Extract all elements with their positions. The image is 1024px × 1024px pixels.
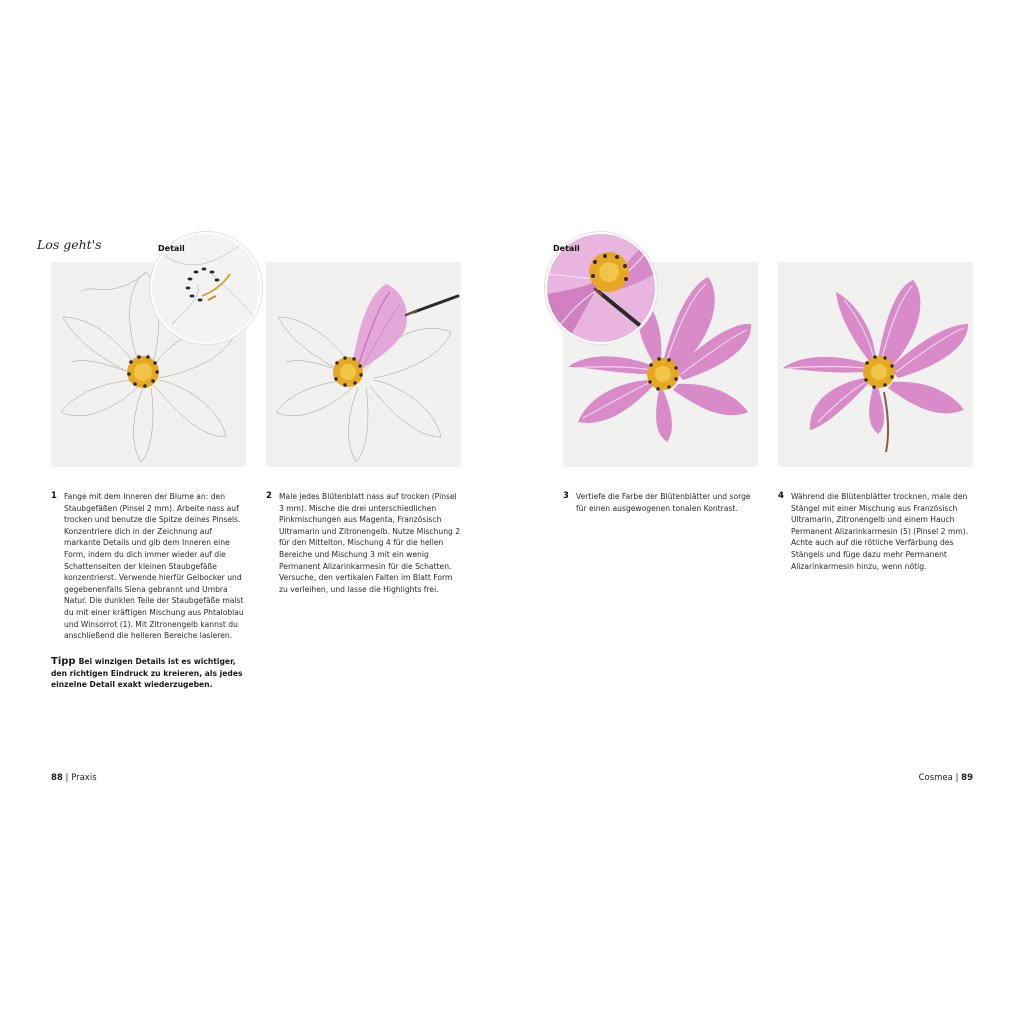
step-4-number: 4 <box>778 491 784 501</box>
right-page-number: 89 <box>961 773 973 783</box>
folio-separator-right: | <box>955 773 959 783</box>
step-4-text: Während die Blütenblätter trocknen, male den Stängel mit einer Mischung aus Französisch Ultramarin, Zitronengelb und einem Hauch Permanent Alizarinkarmesin (5) (Pinsel 2 mm). Achte auch auf die rötliche Verfärbung des Stängels und füge dazu mehr Permanent Alizarinkarmesin hinzu, wenn nötig. <box>791 492 969 571</box>
step-3-number: 3 <box>563 491 569 501</box>
section-title: Los geht's <box>37 237 102 252</box>
step-2-text: Male jedes Blütenblatt nass auf trocken (Pinsel 3 mm). Mische die drei unterschiedlichen Pinkmischungen aus Magenta, Französisch Ultramarin und Zitronengelb. Nutze Mischung 2 für den Mittelton, Mischung 4 für die hellen Bereiche und Mischung 3 mit ein wenig Permanent Alizarinkarmesin für die Schatten. Versuche, den vertikalen Falten im Blatt Form zu verleihen, und lasse die Highlights frei. <box>279 492 461 594</box>
tip-label: Tipp <box>51 656 76 667</box>
folio-separator-left: | <box>65 773 69 783</box>
step-3-text: Vertiefe die Farbe der Blütenblätter und sorge für einen ausgewogenen tonalen Kontrast. <box>576 492 751 513</box>
step-1-text: Fange mit dem Inneren der Blume an: den Staubgefäßen (Pinsel 2 mm). Arbeite nass auf trocken und benutze die Spitze deines Pinsels. Konzentriere dich in der Zeichnung auf markante Details und gib dem Inneren eine Form, indem du dich immer wieder auf die Schattenseiten der kleinen Staubgefäße konzentrierst. Verwende hierfür Gelbocker und gegebenenfalls Siena gebrannt und Umbra Natur. Die dunklen Teile der Staubgefäße malst du mit einer kräftigen Mischung aus Phtaloblau und Winsorrot (1). Mit Zitronengelb kannst du anschließend die helleren Bereiche lasieren. <box>64 492 244 641</box>
folio-left <box>51 773 97 783</box>
step-2-number: 2 <box>266 491 272 501</box>
tip-text: Bei winzigen Details ist es wichtiger, den richtigen Eindruck zu kreieren, als jedes einzelne Detail exakt wiederzugeben. <box>51 657 243 690</box>
step-4-image <box>778 262 973 467</box>
folio-right <box>919 773 973 783</box>
step-2-image <box>266 262 461 467</box>
detail-label-1: Detail <box>158 244 185 253</box>
detail-label-3: Detail <box>553 244 580 253</box>
tip-box <box>51 656 247 691</box>
left-page-number: 88 <box>51 773 63 783</box>
step-1-number: 1 <box>51 491 57 501</box>
left-section-name: Praxis <box>71 773 97 783</box>
right-section-name: Cosmea <box>918 773 953 783</box>
